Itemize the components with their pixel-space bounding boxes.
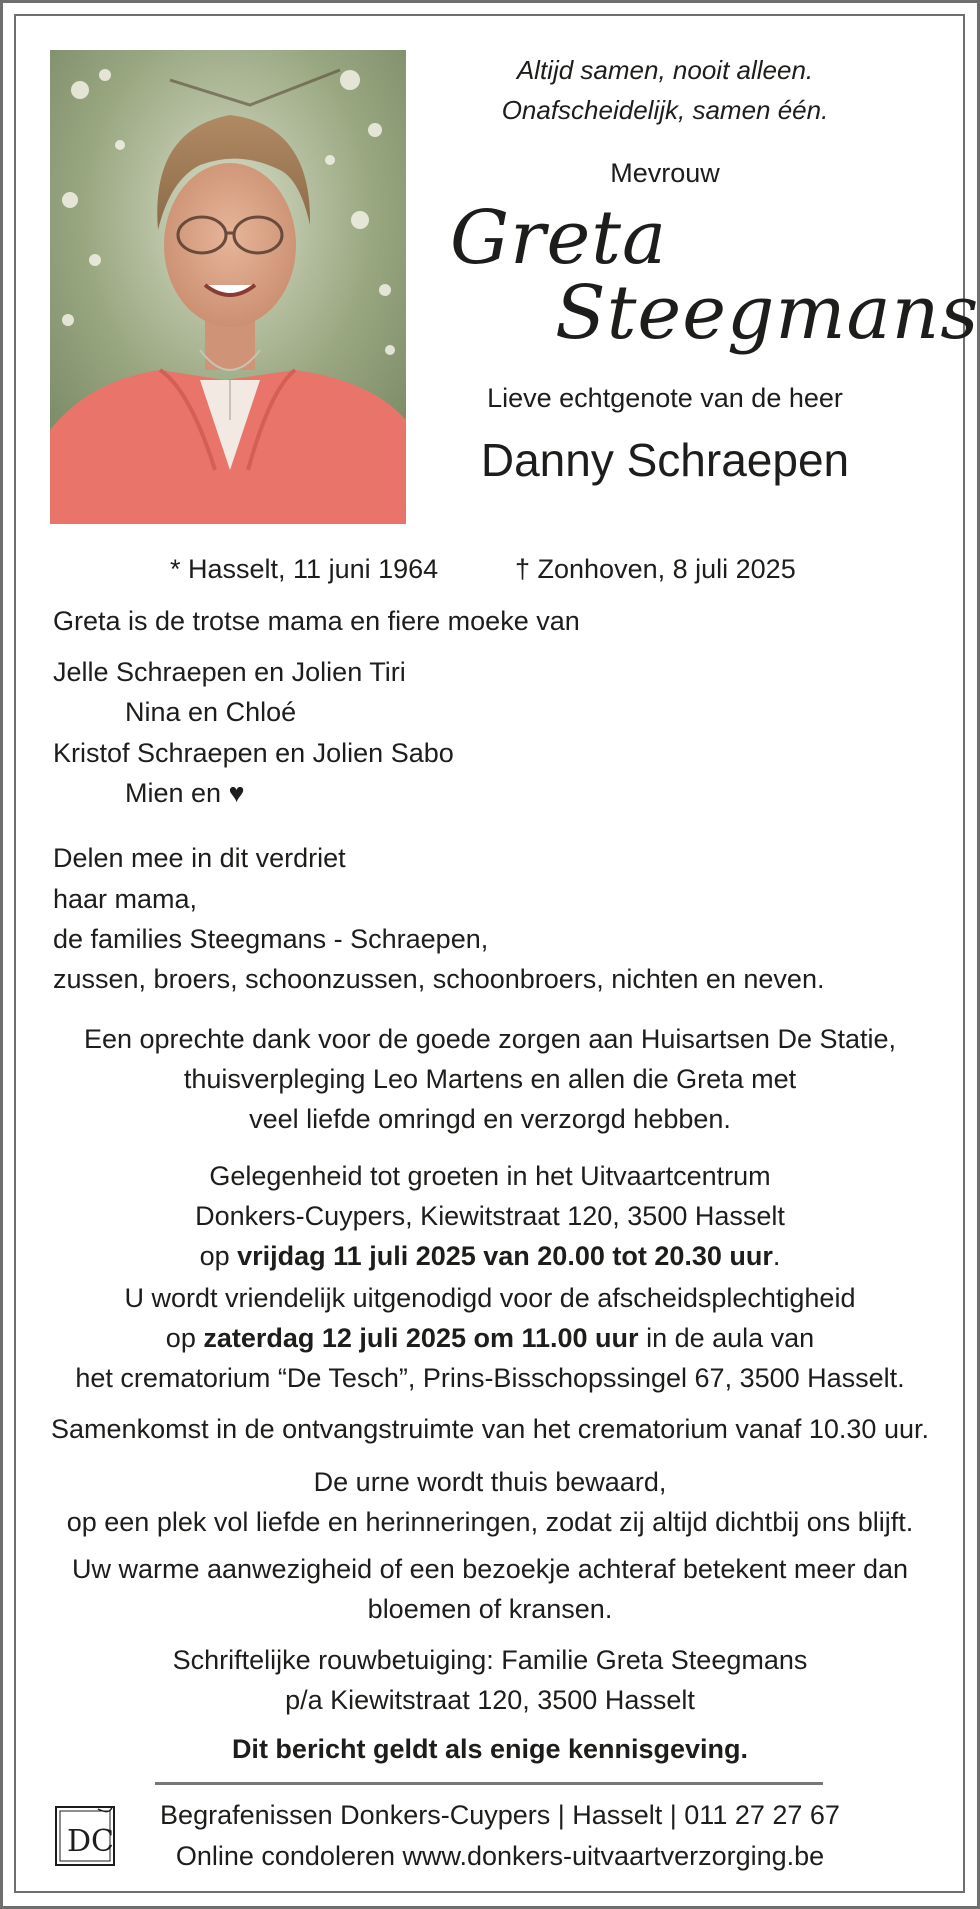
ceremony-line: het crematorium “De Tesch”, Prins-Bisschopssingel 67, 3500 Hasselt.: [75, 1363, 905, 1393]
notice: Dit bericht geldt als enige kennisgeving.: [231, 1734, 749, 1764]
last-name: Steegmans: [555, 270, 980, 356]
condolence-line: p/a Kiewitstraat 120, 3500 Hasselt: [285, 1685, 695, 1715]
first-name: Greta: [450, 195, 668, 281]
spouse-name: Danny Schraepen: [480, 434, 850, 486]
gathering-line: Samenkomst in de ontvangstruimte van het crematorium vanaf 10.30 uur.: [51, 1414, 929, 1444]
family-line: Kristof Schraepen en Jolien Sabo: [53, 738, 454, 768]
sharing-line: zussen, broers, schoonzussen, schoonbroers, nichten en neven.: [53, 964, 825, 994]
urn-line: op een plek vol liefde en herinneringen, zodat zij altijd dichtbij ons blijft.: [66, 1507, 914, 1537]
divider: [155, 1782, 823, 1785]
motto-line-1: Altijd samen, nooit alleen.: [516, 55, 814, 85]
condolence-line: Schriftelijke rouwbetuiging: Familie Greta Steegmans: [172, 1645, 808, 1675]
ceremony-post: in de aula van: [638, 1323, 815, 1353]
footer-funeral-home: Begrafenissen Donkers-Cuypers | Hasselt | 011 27 27 67: [160, 1800, 840, 1830]
ceremony-pre: op: [165, 1323, 204, 1353]
visit-pre: op: [199, 1241, 238, 1271]
thanks-line: Een oprechte dank voor de goede zorgen aan Huisartsen De Statie,: [83, 1024, 897, 1054]
portrait-photo: [50, 50, 406, 524]
thanks-block: [20, 1019, 960, 1139]
sharing-line: de families Steegmans - Schraepen,: [53, 924, 489, 954]
birth-date: * Hasselt, 11 juni 1964: [170, 554, 439, 584]
motto-line-2: Onafscheidelijk, samen één.: [501, 95, 829, 125]
presence-block: [20, 1549, 960, 1629]
title-honorific: Mevrouw: [610, 158, 720, 188]
ceremony-block: [20, 1278, 960, 1398]
visitation-block: [20, 1156, 960, 1276]
condolence-block: [20, 1640, 960, 1720]
family-line: Nina en Chloé: [125, 697, 297, 727]
presence-line: Uw warme aanwezigheid of een bezoekje achteraf betekent meer dan: [72, 1554, 908, 1584]
sharing-line: Delen mee in dit verdriet: [53, 843, 346, 873]
family-intro: Greta is de trotse mama en fiere moeke van: [53, 606, 580, 636]
funeral-home-logo: [54, 1805, 116, 1867]
ceremony-line: U wordt vriendelijk uitgenodigd voor de afscheidsplechtigheid: [124, 1283, 856, 1313]
thanks-line: thuisverpleging Leo Martens en allen die Greta met: [183, 1064, 797, 1094]
spouse-intro: Lieve echtgenote van de heer: [487, 383, 843, 413]
footer-online-link[interactable]: Online condoleren www.donkers-uitvaartverzorging.be: [175, 1841, 825, 1871]
ceremony-line-time: [20, 1318, 960, 1358]
urn-block: [20, 1462, 960, 1542]
visit-line: Gelegenheid tot groeten in het Uitvaartcentrum: [209, 1161, 771, 1191]
visit-post: .: [772, 1241, 781, 1271]
family-line: Jelle Schraepen en Jolien Tiri: [53, 657, 406, 687]
presence-line: bloemen of kransen.: [367, 1594, 613, 1624]
motto: [440, 50, 890, 130]
death-date: † Zonhoven, 8 juli 2025: [515, 554, 796, 584]
thanks-line: veel liefde omringd en verzorgd hebben.: [249, 1104, 731, 1134]
logo-letters: DC: [67, 1824, 115, 1859]
urn-line: De urne wordt thuis bewaard,: [313, 1467, 667, 1497]
visit-time: vrijdag 11 juli 2025 van 20.00 tot 20.30 uur: [237, 1241, 773, 1271]
visit-line-time: [20, 1236, 960, 1276]
visit-line: Donkers-Cuypers, Kiewitstraat 120, 3500 Hasselt: [195, 1201, 785, 1231]
family-line: Mien en ♥: [125, 778, 245, 808]
sharing-line: haar mama,: [53, 884, 198, 914]
ceremony-time: zaterdag 12 juli 2025 om 11.00 uur: [203, 1323, 639, 1353]
